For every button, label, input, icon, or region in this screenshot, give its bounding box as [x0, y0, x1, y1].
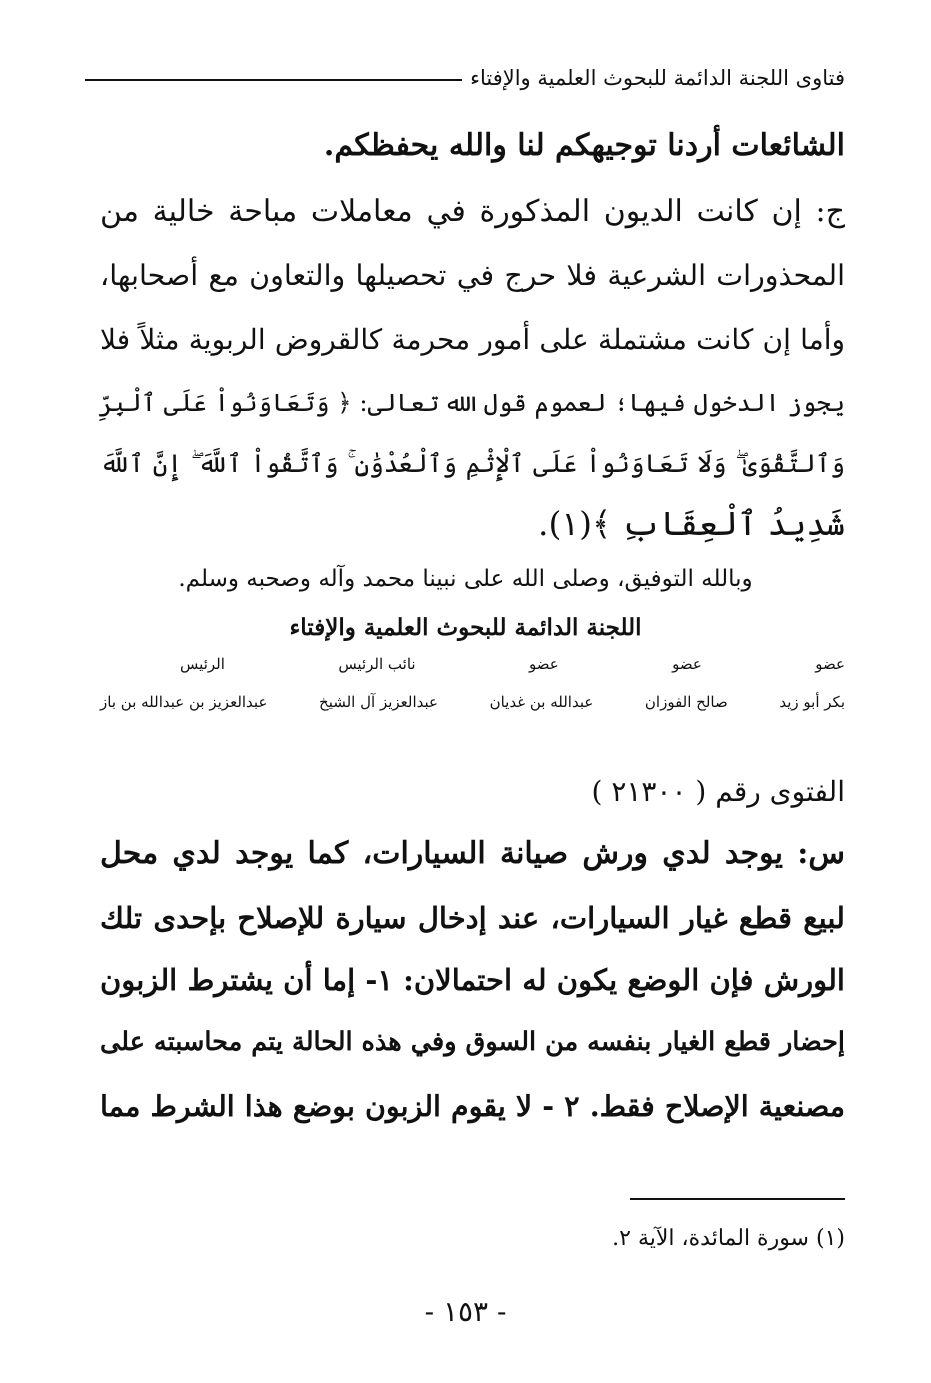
answer-line: المحذورات الشرعية فلا حرج في تحصيلها والتعاون مع أصحابها، — [100, 259, 845, 292]
running-title: فتاوى اللجنة الدائمة للبحوث العلمية والإفتاء — [470, 66, 845, 90]
signatory-role: عضو — [529, 655, 559, 673]
committee-name: اللجنة الدائمة للبحوث العلمية والإفتاء — [289, 614, 642, 641]
signatory-name: بكر أبو زيد — [779, 693, 845, 711]
footnote-rule — [630, 1198, 845, 1200]
page-number: - ١٥٣ - — [424, 1295, 507, 1328]
signatory-role: الرئيس — [180, 655, 225, 673]
answer-line: وأما إن كانت مشتملة على أمور محرمة كالقروض الربوية مثلاً فلا — [100, 323, 845, 356]
signatory-name: عبدالله بن غديان — [489, 693, 594, 711]
fatwa-number: الفتوى رقم ( ٢١٣٠٠ ) — [591, 775, 845, 808]
quran-verse-line: وَٱلتَّقْوَىٰ ۖ وَلَا تَعَاوَنُواْ عَلَى ٱلْإِثْمِ وَٱلْعُدْوَٰنِ ۚ وَٱتَّقُواْ ٱللَّهَ ۖ إِنَّ ٱللَّهَ — [100, 449, 845, 478]
signatory-role: نائب الرئيس — [338, 655, 416, 673]
signatory-roles — [100, 655, 845, 673]
signatory-name: عبدالعزيز بن عبدالله بن باز — [100, 693, 268, 711]
question-line: س: يوجد لدي ورش صيانة السيارات، كما يوجد لدي محل — [100, 836, 845, 871]
question-line: الورش فإن الوضع يكون له احتمالان: ١- إما أن يشترط الزبون — [100, 963, 845, 997]
signatory-role: عضو — [672, 655, 702, 673]
question-line: مصنعية الإصلاح فقط. ٢ - لا يقوم الزبون بوضع هذا الشرط مما — [100, 1089, 845, 1123]
answer-line: يجوز الدخول فيها؛ لعموم قول الله تعالى: ﴿ وَتَعَاوَنُواْ عَلَى ٱلْبِرِّ — [98, 388, 845, 417]
signatory-name: عبدالعزيز آل الشيخ — [319, 693, 438, 711]
previous-question-tail: الشائعات أردنا توجيهكم لنا والله يحفظكم. — [323, 128, 845, 163]
question-line: إحضار قطع الغيار بنفسه من السوق وفي هذه الحالة يتم محاسبته على — [100, 1027, 845, 1057]
running-header — [85, 66, 845, 90]
answer-line: ج: إن كانت الديون المذكورة في معاملات مباحة خالية من — [100, 194, 845, 229]
closing-line: وبالله التوفيق، وصلى الله على نبينا محمد وآله وصحبه وسلم. — [178, 566, 753, 592]
quran-verse-line: شَدِيدُ ٱلْعِقَابِ ﴾(١). — [538, 504, 845, 543]
signatory-role: عضو — [815, 655, 845, 673]
header-rule — [85, 79, 462, 81]
footnote: (١) سورة المائدة، الآية ٢. — [612, 1226, 845, 1251]
question-line: لبيع قطع غيار السيارات، عند إدخال سيارة للإصلاح بإحدى تلك — [100, 901, 845, 935]
signatory-names — [100, 693, 845, 711]
signatory-name: صالح الفوزان — [644, 693, 728, 711]
